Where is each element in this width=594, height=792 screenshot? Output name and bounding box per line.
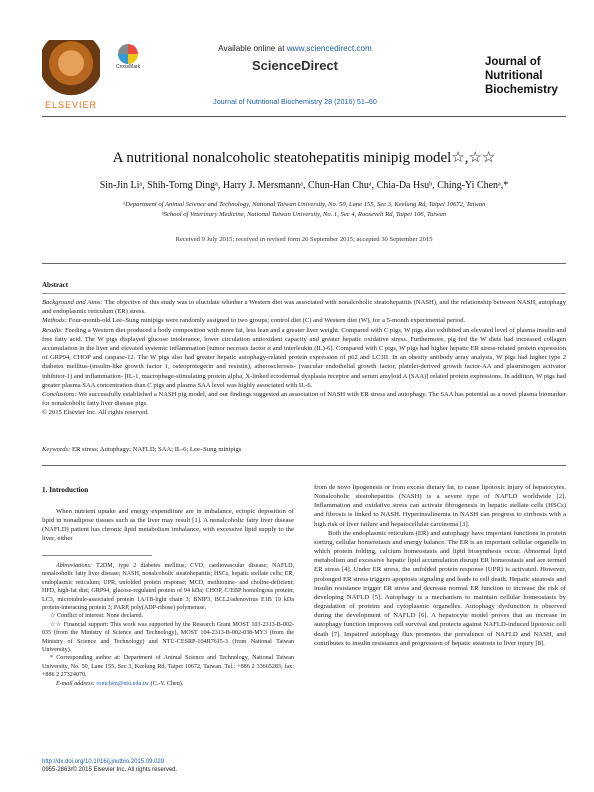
issn-line: 0955-2863/© 2015 Elsevier Inc. All rights reserved. xyxy=(42,767,178,773)
doi-link[interactable]: http://dx.doi.org/10.1016/j.jnutbio.2015.09.029 xyxy=(42,759,165,765)
abbreviations xyxy=(42,562,294,612)
intro-right-column xyxy=(314,483,566,648)
footnotes xyxy=(42,562,294,688)
footnote-divider xyxy=(42,555,152,556)
affiliation: ᵇSchool of Veterinary Medicine, National Taiwan University, No. 1, Sec 4, Roosevelt Rd, Taipei 106, Taiwan xyxy=(161,211,447,218)
section-heading: 1. Introduction xyxy=(42,486,89,494)
journal-title-line: Biochemistry xyxy=(485,84,558,96)
abstract-label: Results: xyxy=(42,326,65,334)
abstract-body xyxy=(42,298,566,418)
abstract-text: Feeding a Western diet produced a body composition with more fat, less lean and a greater liver weight. Compared with C pigs, W pigs also exhibited an elevated level of plasma insulin and free fatty acid. The W pigs displayed glucose intolerance, lower circulation antioxidant capacity and greater hepatic oxidative stress. Furthermore, pig fed the W diets had increased collagen accumulation in the liver and elevated systemic inflammation [tumor necrosis factor α and interleukin (IL)-6]. Compared with C pigs, W pigs had higher hepatic ER stress-related protein expression of GRP94, CHOP and caspase-12. The W pigs also had greater hepatic autophagy-related protein expression of p62 and LC3II. In an obesity antibody array analysis, W pigs had higher type 2 diabetes mellitus-(insulin-like growth factor 1, osteoprotegerin and resistin), atherosclerosis- (vascular endothelial growth factor, platelet-derived growth factor-AA and plasminogen activator inhibitor-1) and inflammation- [IL-1, macrophage-stimulating protein alpha, X-linked ectodermal dysplasia receptor and serum amyloid A (SAA)] related protein expressions. In addition, W pigs had greater plasma SAA concentration than C pigs and plasma SAA level was highly associated with IL-6. xyxy=(42,326,566,389)
journal-citation[interactable]: Journal of Nutritional Biochemistry 28 (2016) 51–60 xyxy=(213,97,377,106)
email-suffix: (C.-Y. Chen). xyxy=(149,680,184,687)
footnote-corresponding: * Corresponding author at: Department of Animal Science and Technology, National Taiwan University, No. 50, Lane 155, Sec 3, Keelung Rd, Taipei 10672, Taiwan. Tel.: +886 2 33665283; fax: +886 2 27324070. xyxy=(42,655,294,679)
keywords xyxy=(42,446,566,453)
abstract-text: The objective of this study was to elucidate whether a Western diet was associated with nonalcoholic steatohepatitis (NASH), and the relationship between NASH, autophagy and endoplasmic reticulum (ER) stress. xyxy=(42,299,566,316)
copyright xyxy=(42,408,566,417)
platform-name: ScienceDirect xyxy=(252,58,338,73)
abstract-paragraph xyxy=(42,298,566,316)
sciencedirect-link[interactable]: www.sciencedirect.com xyxy=(286,44,372,53)
intro-paragraph: When nutrient uptake and energy expenditure are in imbalance, ectopic deposition of lipid in nonadipose tissues such as the liver may result [1]. A nonalcoholic fatty liver disease (NAFLD) patient has chronic lipid metabolism imbalance, with excessive lipid supply to the liver, either xyxy=(42,508,294,543)
abstract-paragraph xyxy=(42,316,566,325)
abstract-label: Conclusions: xyxy=(42,391,79,399)
footnote-funding: ☆☆ Financial support: This work was supported by the Research Grant MOST 103-2313-B-002-035 (from the Ministry of Science and Technology), MOST 104-2313-B-002-038-MY3 (from the Ministry of Science and Technology) and NTU-CESRP-104R7615-3 (from National Taiwan University). xyxy=(42,621,294,654)
divider xyxy=(42,263,566,264)
header-divider xyxy=(42,116,566,117)
journal-title xyxy=(485,55,565,97)
abstract-label: Background and Aims: xyxy=(42,299,105,306)
email-link[interactable]: ronichen@ntu.edu.tw xyxy=(96,680,150,687)
divider xyxy=(42,465,566,466)
crossmark-icon xyxy=(118,44,138,64)
abstract-heading: Abstract xyxy=(42,281,69,289)
intro-paragraph: Both the endoplasmic reticulum (ER) and autophagy have important functions in protein sorting, cellular homeostasis and energy balance. The ER is an important cellular organelle in which protein folding, calcium homeostasis and lipid biosynthesis occur. Abnormal lipid metabolism and excessive hepatic lipid accumulation disrupt ER homeostasis and are termed ER stress [4]. Under ER stress, the unfolded protein response (UPR) is activated. However, prolonged ER stress triggers apoptosis signaling and leads to cell death. Hepatic steatosis and insulin resistance trigger ER stress and decrease normal ER function to increase the risk of developing NAFLD [5]. Autophagy is a mechanism to maintain cellular homeostasis by degradation of proteins and cytoplasmic organelles. Autophagy dysfunction is observed during the development of NAFLD [6]. A hepatocyte model proves that an increase in autophagy function improves cell survival and protects against NAFLD-induced lipotoxic cell death [7]. Impaired autophagy flux promotes the prevalence of NAFLD and NASH, and contributes to insulin resistance and progression of hepatic steatosis to liver injury [8]. xyxy=(314,529,566,647)
abstract-text: We successfully established a NASH pig model, and our findings suggested an association of NASH with ER stress and autophagy. The SAA has potential as a novel plasma biomarker for nonalcoholic fatty liver disease pigs. xyxy=(42,391,566,408)
crossmark-badge[interactable] xyxy=(116,44,140,70)
affiliation: ᵃDepartment of Animal Science and Technology, National Taiwan University, No. 50, Lane 155, Sec 3, Keelung Rd, Taipei 10672, Taiwan xyxy=(122,201,486,208)
abstract-text: Four-month-old Lee–Sung minipigs were randomly assigned to two groups; control diet (C) and Western diet (W), for a 5-month experimental period. xyxy=(68,317,466,325)
crossmark-label: CrossMark xyxy=(116,64,141,70)
keywords-text: ER stress; Autophagy; NAFLD; SAA; IL-6; Lee–Sung minipigs xyxy=(70,446,242,453)
received-dates: Received 9 July 2015; received in revised form 26 September 2015; accepted 30 September 2015 xyxy=(175,236,433,243)
journal-title-line: Journal of xyxy=(485,56,541,68)
abstract-paragraph xyxy=(42,390,566,408)
intro-paragraph: from de novo lipogenesis or from excess dietary fat, to cause lipotoxic injury of hepatocytes. Nonalcoholic steatohepatitis (NASH) is a severe type of NAFLD worldwide [2]. Inflammation and oxidative stress can activate fibrogenesis in hepatic stellate cells (HSCs) and fibrosis is linked to NASH. Hyperinsulinemia in NASH can progress to cirrhosis with a high risk of liver failure and hepatocellular carcinoma [3]. xyxy=(314,484,566,528)
publisher-name: ELSEVIER xyxy=(44,100,98,110)
author-list: Sin-Jin Liᵃ, Shih-Torng Dingᵃ, Harry J. Mersmannᵃ, Chun-Han Chuᵃ, Chia-Da Hsuᵇ, Ching-Yi Chenᵃ,* xyxy=(99,180,509,191)
keywords-label: Keywords: xyxy=(42,446,71,453)
footnote-conflict: ☆ Conflict of interest: None declared. xyxy=(50,613,144,620)
elsevier-tree-icon xyxy=(42,40,100,98)
available-online xyxy=(150,44,440,53)
abstract-paragraph xyxy=(42,326,566,390)
footnote-email xyxy=(42,680,294,688)
abbreviations-label: Abbreviations: xyxy=(56,563,92,569)
divider xyxy=(42,293,566,294)
email-label: E-mail address: xyxy=(56,680,97,687)
article-title: A nutritional nonalcoholic steatohepatitis minipig model☆,☆☆ xyxy=(112,150,496,166)
available-prefix: Available online at xyxy=(218,44,287,53)
footer xyxy=(42,758,342,774)
abstract-label: Methods: xyxy=(42,317,69,325)
copyright-text: © 2015 Elsevier Inc. All rights reserved. xyxy=(42,409,149,417)
elsevier-logo xyxy=(42,40,100,110)
journal-title-line: Nutritional xyxy=(485,70,543,82)
intro-left-column xyxy=(42,507,294,544)
abbreviations-text: T2DM, type 2 diabetes mellitus; CVD, cardiovascular disease; NAFLD, nonalcoholic fatty liver disease; NASH, nonalcoholic steatohepatitis; HSCs, hepatic stellate cells; ER, endoplasmic reticulum; UPR, unfolded protein response; MCD, methionine- and choline-deficient; HFD, high-fat diet; GRP94, glucose-regulated protein of 94 kDa; CHOP, C/EBP homologous protein; LC3, microtubule-associated protein 1A/1B-light chain 3; BNIP3, BCL2/adenovirus E1B 19 kDa protein-interacting protein 3; PARP, poly(ADP-ribose) polymerase. xyxy=(42,563,294,612)
